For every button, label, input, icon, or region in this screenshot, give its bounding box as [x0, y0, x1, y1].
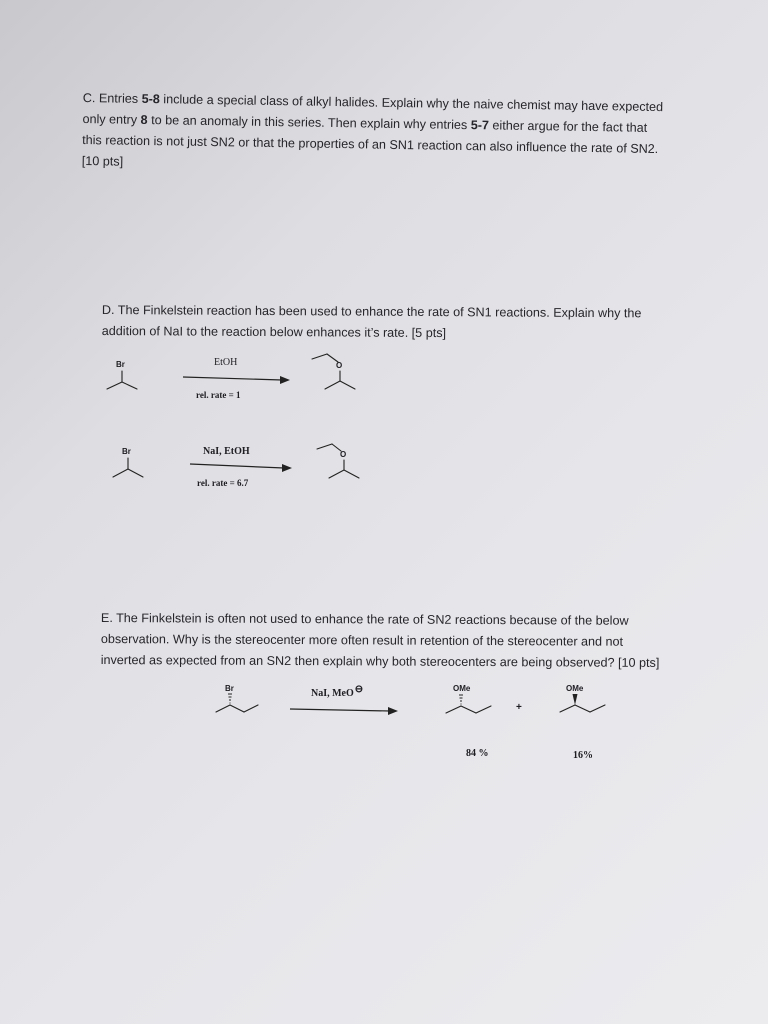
- reactant-3-bromine: Br: [225, 684, 234, 693]
- reagent-3: NaI, MeO⊖: [311, 684, 364, 699]
- product-1-oxygen: O: [336, 361, 343, 370]
- product-3a-structure: [446, 706, 491, 713]
- reagent-2: NaI, EtOH: [203, 446, 250, 457]
- wedge-bond: [573, 694, 578, 705]
- reaction-arrows: [183, 377, 390, 711]
- product-2-structure: [317, 444, 359, 478]
- product-3b-structure: [560, 705, 605, 712]
- yield-2: 16%: [573, 750, 593, 761]
- question-e-line-3: inverted as expected from an SN2 then explain why both stereocenters are being observed? [10 pts]: [100, 652, 660, 670]
- product-3b-methoxy: OMe: [566, 684, 584, 693]
- question-c-line-2: only entry 8 to be an anomaly in this series. Then explain why entries 5-7 either argue for the fact that: [82, 111, 648, 135]
- question-e-line-2: observation. Why is the stereocenter more often result in retention of the stereocenter and not: [100, 631, 624, 649]
- arrow-heads: [280, 376, 398, 715]
- reactant-2-structure: [113, 458, 143, 477]
- question-c-line-1: C. Entries 5-8 include a special class of alkyl halides. Explain why the naive chemist may have expected: [82, 90, 664, 115]
- rate-1: rel. rate = 1: [196, 390, 241, 400]
- reactant-3-structure: [216, 705, 258, 712]
- reagent-1: EtOH: [214, 357, 238, 368]
- question-d-line-2: addition of NaI to the reaction below enhances it’s rate. [5 pts]: [101, 323, 447, 341]
- question-e-line-1: E. The Finkelstein is often not used to enhance the rate of SN2 reactions because of the below: [100, 610, 629, 628]
- question-c-points: [10 pts]: [81, 153, 124, 169]
- rate-2: rel. rate = 6.7: [197, 478, 249, 488]
- reactant-1-structure: [107, 371, 137, 389]
- question-c-letter: C.: [82, 90, 96, 106]
- question-c-line-3: this reaction is not just SN2 or that the properties of an SN1 reaction can also influence the rate of SN2.: [82, 132, 659, 157]
- reactant-1-bromine: Br: [116, 360, 125, 369]
- yield-1: 84 %: [466, 748, 489, 759]
- product-3a-methoxy: OMe: [453, 684, 471, 693]
- plus-sign: +: [516, 702, 522, 713]
- question-d-line-1: D. The Finkelstein reaction has been used to enhance the rate of SN1 reactions. Explain why the: [101, 302, 642, 321]
- product-2-oxygen: O: [340, 450, 347, 459]
- methoxide-charge-icon: ⊖: [354, 684, 364, 695]
- product-1-structure: [312, 354, 355, 389]
- reactant-2-bromine: Br: [122, 447, 131, 456]
